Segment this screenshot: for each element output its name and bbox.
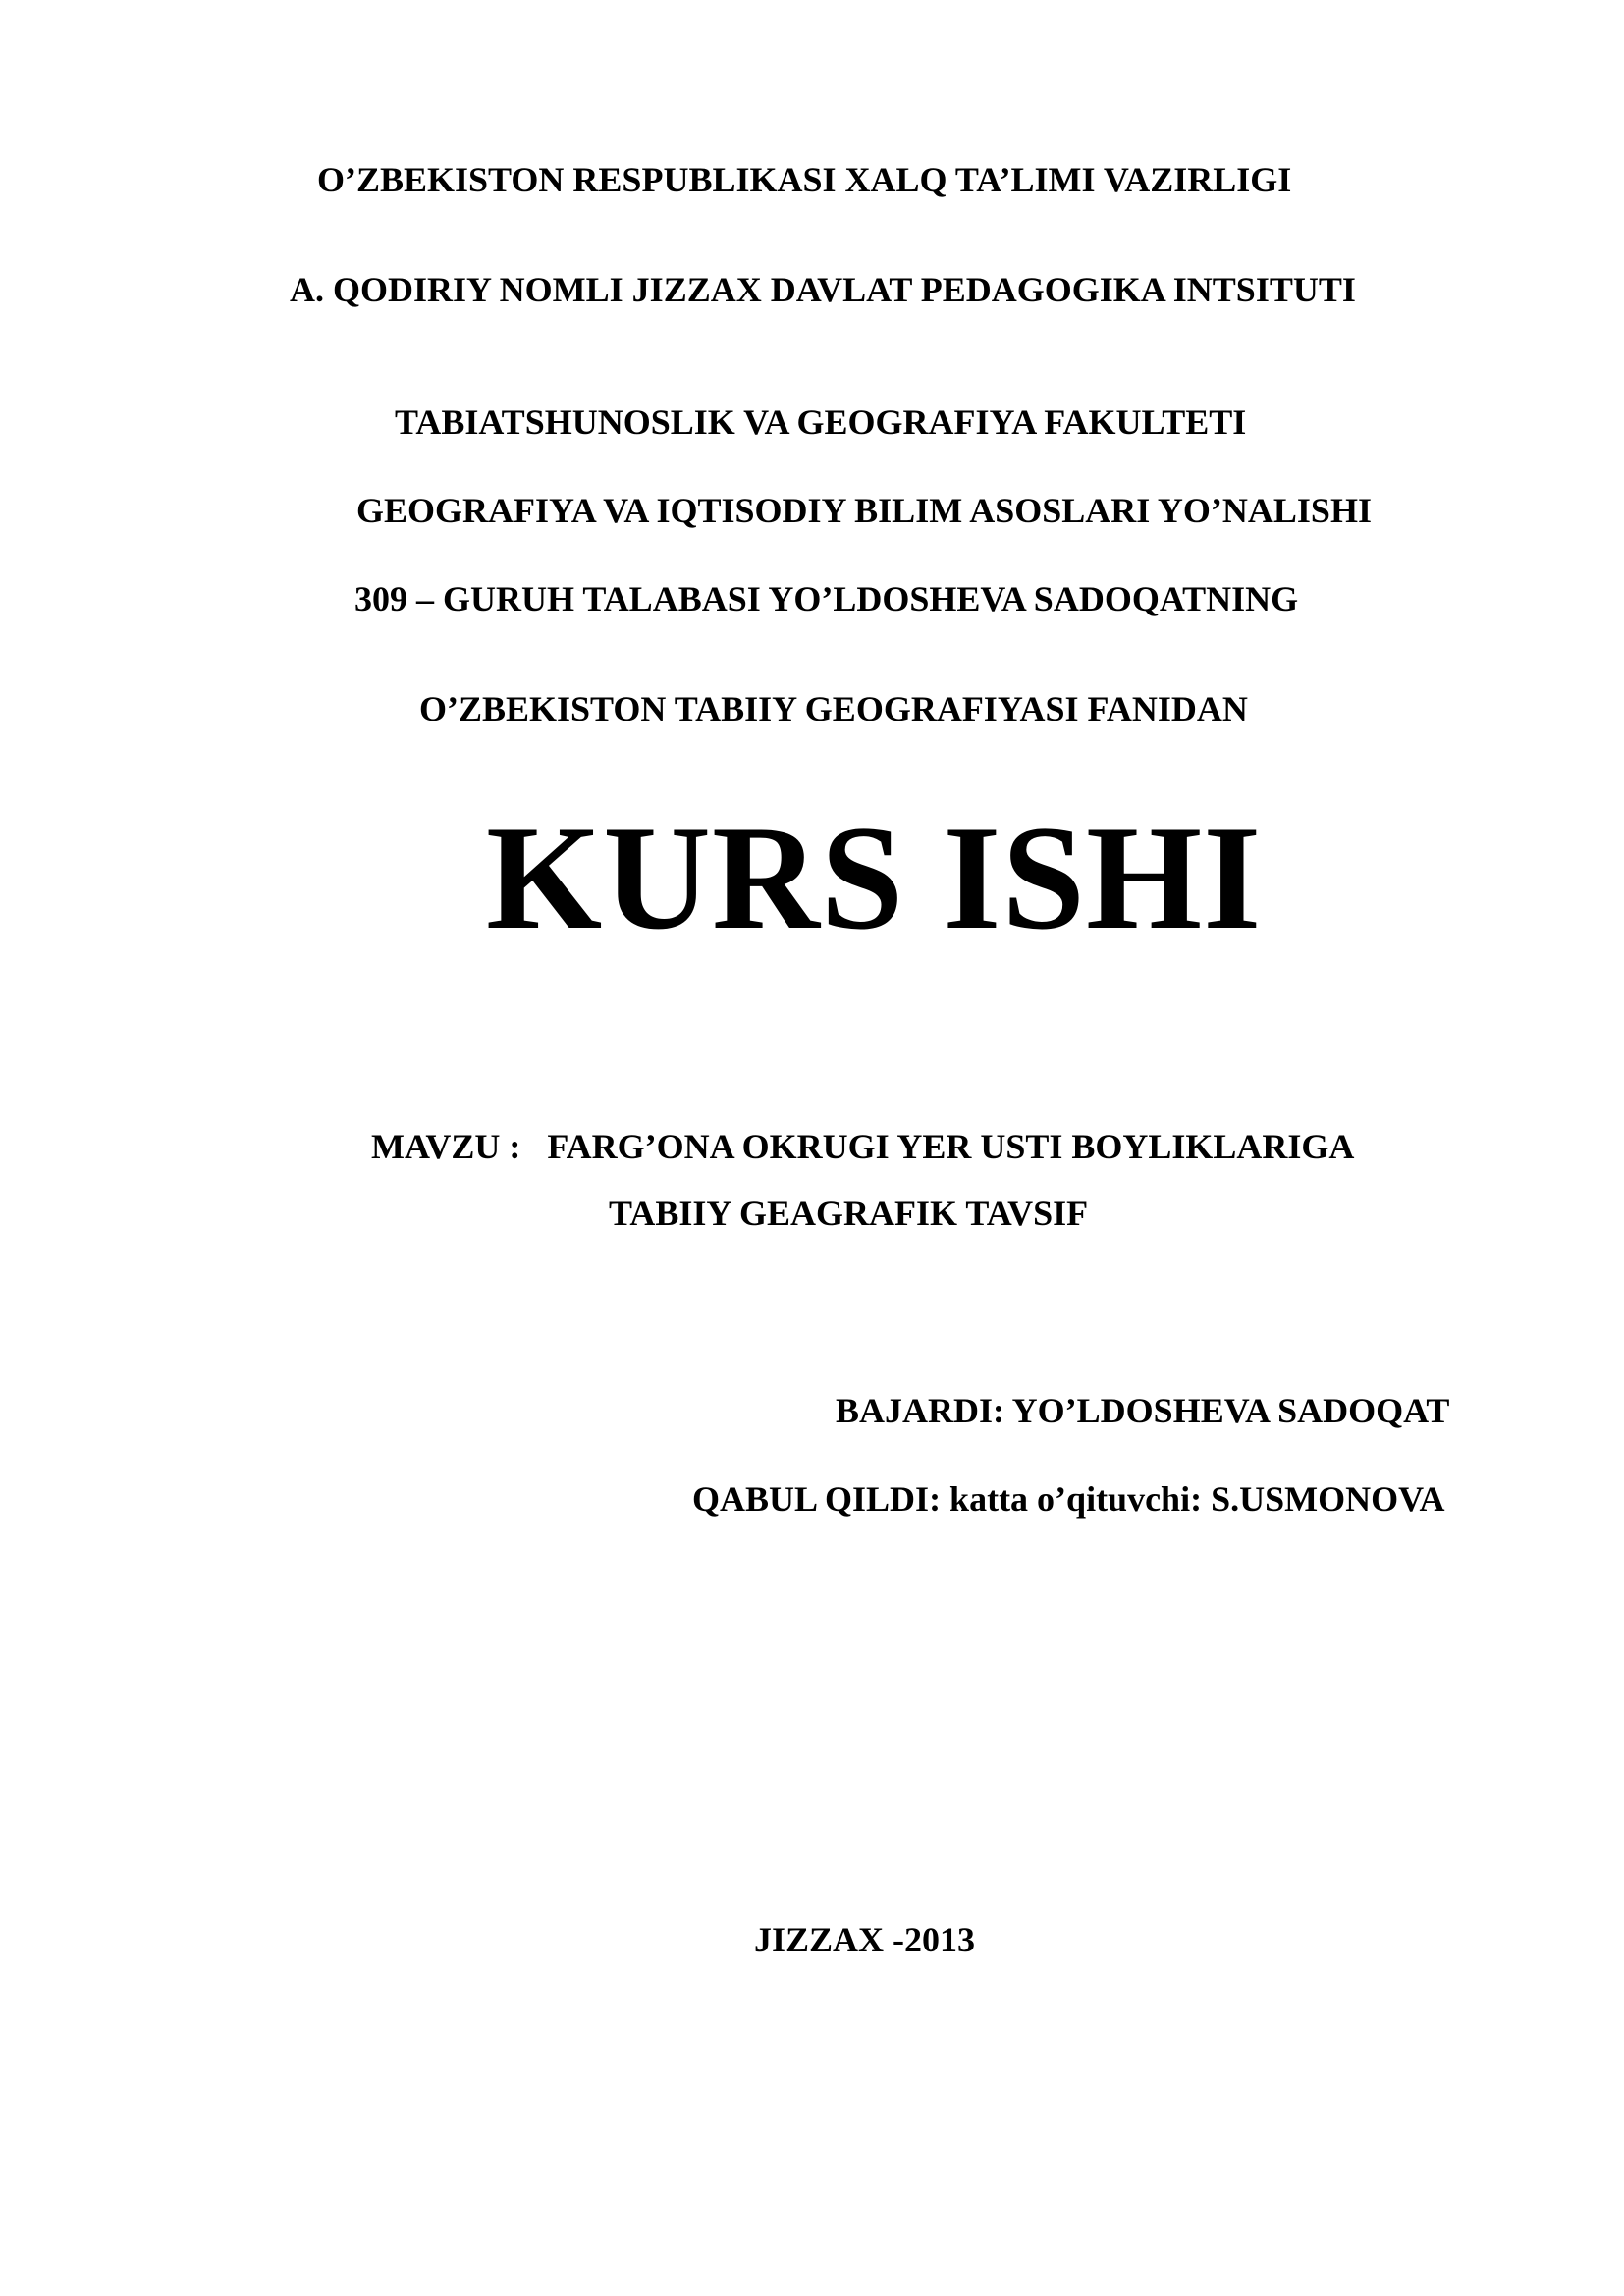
document-title: KURS ISHI [486,795,1263,960]
subject-line: O’ZBEKISTON TABIIY GEOGRAFIYASI FANIDAN [419,689,1248,728]
city-year-footer: JIZZAX -2013 [754,1920,976,1959]
topic-line-2: TABIIY GEAGRAFIK TAVSIF [609,1194,1089,1233]
performed-by-line: BAJARDI: YO’LDOSHEVA SADOQAT [836,1391,1450,1430]
student-group-line: 309 – GURUH TALABASI YO’LDOSHEVA SADOQATNING [354,579,1299,618]
direction-title: GEOGRAFIYA VA IQTISODIY BILIM ASOSLARI YO’NALISHI [356,491,1372,530]
ministry-title: O’ZBEKISTON RESPUBLIKASI XALQ TA’LIMI VAZIRLIGI [317,160,1292,199]
institute-title: A. QODIRIY NOMLI JIZZAX DAVLAT PEDAGOGIKA INTSITUTI [290,270,1356,309]
faculty-title: TABIATSHUNOSLIK VA GEOGRAFIYA FAKULTETI [395,402,1247,442]
accepted-by-line: QABUL QILDI: katta o’qituvchi: S.USMONOVA [692,1479,1445,1519]
topic-line-1: MAVZU : FARG’ONA OKRUGI YER USTI BOYLIKLARIGA [371,1127,1355,1166]
